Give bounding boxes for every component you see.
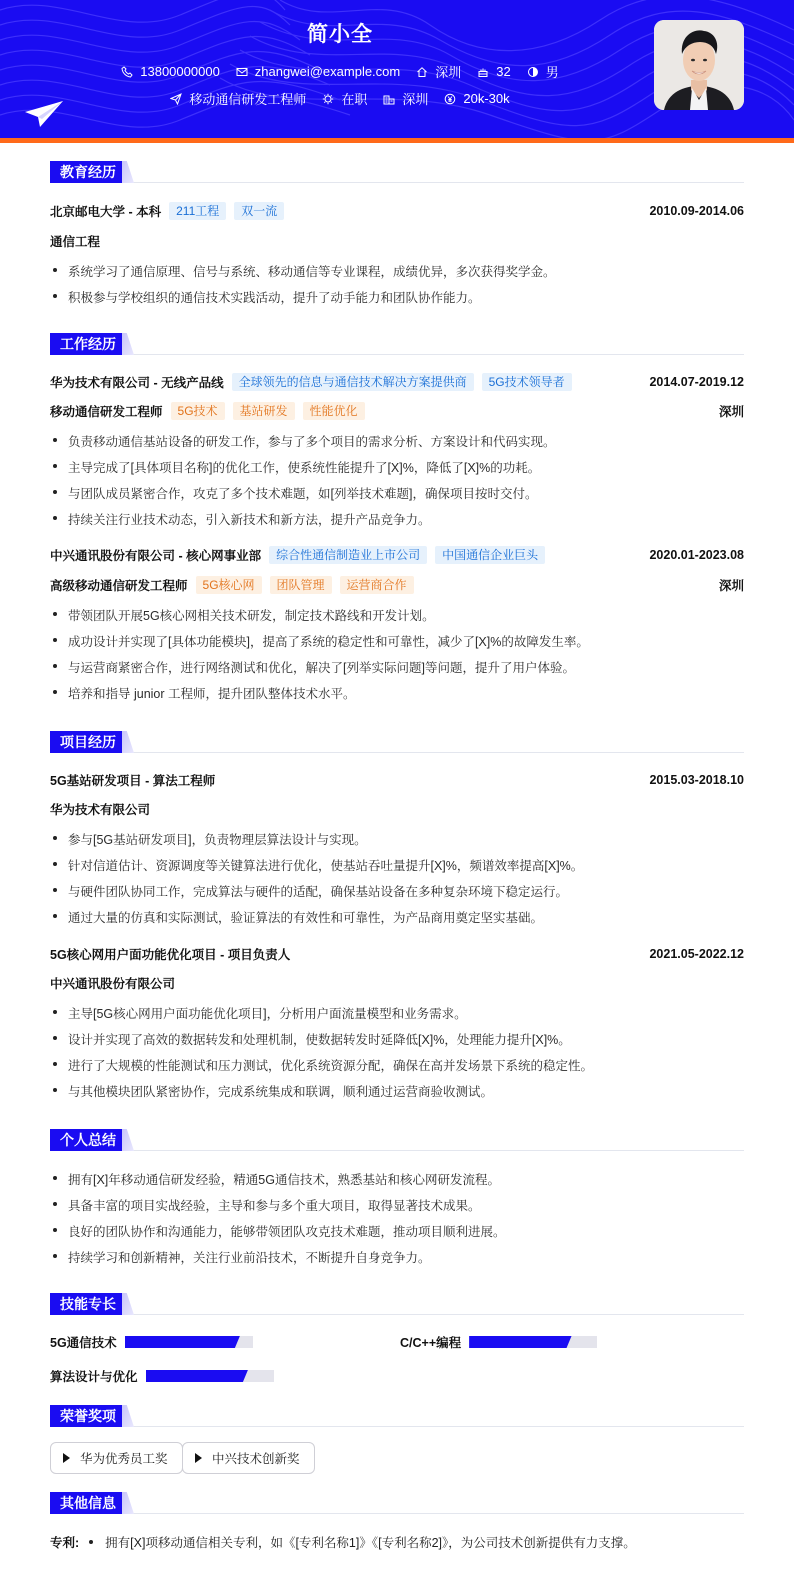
contact-row — [0, 62, 680, 81]
section-title-tail — [122, 333, 134, 355]
header-accent-bar — [0, 138, 794, 143]
list-item: 积极参与学校组织的通信技术实践活动，提升了动手能力和团队协作能力。 — [50, 288, 744, 306]
company-tag: 综合性通信制造业上市公司 — [269, 546, 427, 564]
list-item: 持续关注行业技术动态，引入新技术和新方法，提升产品竞争力。 — [50, 510, 744, 528]
school-name: 北京邮电大学 - 本科 — [50, 205, 162, 219]
list-item: 设计并实现了高效的数据转发和处理机制，使数据转发时延降低[X]%，处理能力提升[X]%。 — [50, 1030, 744, 1048]
role-name: 高级移动通信研发工程师 — [50, 579, 188, 593]
list-item: 与其他模块团队紧密协作，完成系统集成和联调，顺利通过运营商验收测试。 — [50, 1082, 744, 1100]
list-item: 培养和指导 junior 工程师，提升团队整体技术水平。 — [50, 684, 744, 702]
section-title-tail — [122, 161, 134, 183]
list-item: 参与[5G基站研发项目]，负责物理层算法设计与实现。 — [50, 830, 744, 848]
section-title-tail — [122, 1492, 134, 1514]
other-section — [50, 1492, 744, 1550]
candidate-name: 简小全 — [307, 23, 373, 46]
skill-name: 5G通信技术 — [50, 1336, 117, 1350]
location-text: 深圳 — [435, 65, 462, 80]
project-org-row — [50, 800, 744, 818]
list-item: 针对信道估计、资源调度等关键算法进行优化，使基站吞吐量提升[X]%，频谱效率提高[X]%。 — [50, 856, 744, 874]
age-item — [477, 64, 510, 79]
list-item: 具备丰富的项目实战经验，主导和参与多个重大项目，取得显著技术成果。 — [50, 1196, 744, 1214]
section-header — [50, 1405, 744, 1427]
major-name: 通信工程 — [50, 235, 101, 249]
award-name: 中兴技术创新奖 — [212, 1452, 300, 1466]
skill-level-bar — [125, 1336, 253, 1348]
list-item: 良好的团队协作和沟通能力，能够带领团队攻克技术难题，推动项目顺利进展。 — [50, 1222, 744, 1240]
list-item: 持续学习和创新精神，关注行业前沿技术，不断提升自身竞争力。 — [50, 1248, 744, 1266]
send-icon — [170, 93, 182, 105]
location-item — [416, 62, 461, 81]
work-date: 2014.07-2019.12 — [649, 375, 744, 389]
project-date: 2021.05-2022.12 — [649, 947, 744, 961]
work-city: 深圳 — [718, 579, 744, 593]
section-title-education: 教育经历 — [50, 161, 126, 183]
avatar — [654, 20, 744, 110]
project-title: 5G核心网用户面功能优化项目 - 项目负责人 — [50, 948, 291, 962]
email-text: zhangwei@example.com — [254, 64, 401, 79]
project-org-row — [50, 974, 744, 992]
skill-name: 算法设计与优化 — [50, 1370, 138, 1384]
status-icon — [322, 93, 334, 105]
section-title-skills: 技能专长 — [50, 1293, 126, 1315]
role-tag: 性能优化 — [303, 402, 365, 420]
project-entry-header — [50, 771, 744, 789]
patent-text: 拥有[X]项移动通信相关专利，如《[专利名称1]》《[专利名称2]》，为公司技术创新提供有力支撑。 — [105, 1536, 636, 1550]
education-section — [50, 161, 744, 305]
section-header — [50, 1129, 744, 1151]
age-text: 32 — [496, 64, 511, 79]
project-section — [50, 731, 744, 1099]
work-city: 深圳 — [718, 405, 744, 419]
education-entry-header — [50, 202, 744, 220]
section-title-other: 其他信息 — [50, 1492, 126, 1514]
target-position-item — [170, 89, 306, 108]
play-triangle-icon — [195, 1453, 202, 1463]
list-item: 主导完成了[具体项目名称]的优化工作，使系统性能提升了[X]%，降低了[X]%的功耗。 — [50, 458, 744, 476]
role-tag: 5G技术 — [171, 402, 225, 420]
education-date: 2010.09-2014.06 — [649, 204, 744, 218]
target-city-item — [383, 89, 428, 108]
company-tag: 5G技术领导者 — [482, 373, 572, 391]
list-item: 与团队成员紧密合作，攻克了多个技术难题，如[列举技术难题]，确保项目按时交付。 — [50, 484, 744, 502]
section-title-summary: 个人总结 — [50, 1129, 126, 1151]
play-triangle-icon — [63, 1453, 70, 1463]
skill-level-bar — [146, 1370, 274, 1382]
work-section — [50, 333, 744, 701]
phone-text: 13800000000 — [140, 64, 220, 79]
major-row — [50, 232, 744, 250]
company-tag: 全球领先的信息与通信技术解决方案提供商 — [232, 373, 474, 391]
target-city-text: 深圳 — [402, 92, 429, 107]
skill-name: C/C++编程 — [400, 1336, 462, 1350]
section-header — [50, 731, 744, 753]
project-org: 中兴通讯股份有限公司 — [50, 977, 176, 991]
work-date: 2020.01-2023.08 — [649, 548, 744, 562]
role-name: 移动通信研发工程师 — [50, 405, 163, 419]
skill-level-bar — [469, 1336, 597, 1348]
section-title-project: 项目经历 — [50, 731, 126, 753]
skill-level-fill — [146, 1370, 248, 1382]
section-header — [50, 1293, 744, 1315]
bullet-dot — [89, 1540, 93, 1544]
skill-level-fill — [469, 1336, 571, 1348]
project-date: 2015.03-2018.10 — [649, 773, 744, 787]
skills-section — [50, 1293, 744, 1384]
skill-level-fill — [125, 1336, 240, 1348]
awards-section — [50, 1405, 744, 1466]
patent-row — [50, 1533, 636, 1551]
phone-item[interactable] — [121, 64, 220, 79]
section-header — [50, 1492, 744, 1514]
skill-item — [50, 1333, 253, 1351]
home-icon — [416, 66, 428, 78]
work-entry-header — [50, 546, 744, 564]
school-tag: 211工程 — [169, 202, 226, 220]
work-entry-header — [50, 373, 744, 391]
gender-item — [527, 62, 559, 81]
section-header — [50, 161, 744, 183]
gender-icon — [527, 66, 539, 78]
section-title-tail — [122, 1129, 134, 1151]
patent-label: 专利: — [50, 1536, 80, 1550]
role-tag: 团队管理 — [270, 576, 332, 594]
list-item: 主导[5G核心网用户面功能优化项目]，分析用户面流量模型和业务需求。 — [50, 1004, 744, 1022]
company-tag: 中国通信企业巨头 — [435, 546, 545, 564]
company-name: 华为技术有限公司 - 无线产品线 — [50, 376, 224, 390]
city-icon — [383, 93, 395, 105]
list-item: 负责移动通信基站设备的研发工作，参与了多个项目的需求分析、方案设计和代码实现。 — [50, 432, 744, 450]
role-tag: 5G核心网 — [196, 576, 262, 594]
salary-item — [444, 91, 509, 106]
gender-text: 男 — [545, 65, 559, 80]
list-item: 拥有[X]年移动通信研发经验，精通5G通信技术，熟悉基站和核心网研发流程。 — [50, 1170, 744, 1188]
summary-section — [50, 1129, 744, 1265]
list-item: 与运营商紧密合作，进行网络测试和优化，解决了[列举实际问题]等问题，提升了用户体验。 — [50, 658, 744, 676]
role-row — [50, 576, 744, 594]
list-item: 系统学习了通信原理、信号与系统、移动通信等专业课程，成绩优异，多次获得奖学金。 — [50, 262, 744, 280]
paper-plane-icon — [24, 100, 64, 128]
skill-item — [400, 1333, 597, 1351]
job-status-item — [322, 89, 367, 108]
salary-text: 20k-30k — [463, 91, 510, 106]
project-org: 华为技术有限公司 — [50, 803, 151, 817]
award-chip — [182, 1442, 315, 1474]
email-icon — [236, 66, 248, 78]
list-item: 与硬件团队协同工作，完成算法与硬件的适配，确保基站设备在多种复杂环境下稳定运行。 — [50, 882, 744, 900]
project-title: 5G基站研发项目 - 算法工程师 — [50, 774, 216, 788]
award-chip — [50, 1442, 183, 1474]
salary-icon — [444, 93, 456, 105]
role-tag: 运营商合作 — [340, 576, 414, 594]
role-tag: 基站研发 — [233, 402, 295, 420]
company-name: 中兴通讯股份有限公司 - 核心网事业部 — [50, 549, 262, 563]
award-name: 华为优秀员工奖 — [80, 1452, 168, 1466]
list-item: 通过大量的仿真和实际测试，验证算法的有效性和可靠性，为产品商用奠定坚实基础。 — [50, 908, 744, 926]
section-header — [50, 333, 744, 355]
resume-header — [0, 0, 794, 140]
role-row — [50, 402, 744, 420]
phone-icon — [121, 66, 133, 78]
section-title-tail — [122, 1293, 134, 1315]
job-intent-row — [0, 89, 680, 108]
school-tag: 双一流 — [234, 202, 284, 220]
target-position-text: 移动通信研发工程师 — [189, 92, 307, 107]
list-item: 进行了大规模的性能测试和压力测试，优化系统资源分配，确保在高并发场景下系统的稳定性。 — [50, 1056, 744, 1074]
section-title-awards: 荣誉奖项 — [50, 1405, 126, 1427]
portrait-photo — [654, 20, 744, 110]
list-item: 成功设计并实现了[具体功能模块]，提高了系统的稳定性和可靠性，减少了[X]%的故障发生率。 — [50, 632, 744, 650]
section-title-tail — [122, 1405, 134, 1427]
job-status-text: 在职 — [341, 92, 368, 107]
skill-item — [50, 1367, 274, 1385]
list-item: 带领团队开展5G核心网相关技术研发，制定技术路线和开发计划。 — [50, 606, 744, 624]
email-item[interactable] — [236, 64, 400, 79]
project-entry-header — [50, 945, 744, 963]
section-title-tail — [122, 731, 134, 753]
section-title-work: 工作经历 — [50, 333, 126, 355]
age-icon — [477, 66, 489, 78]
